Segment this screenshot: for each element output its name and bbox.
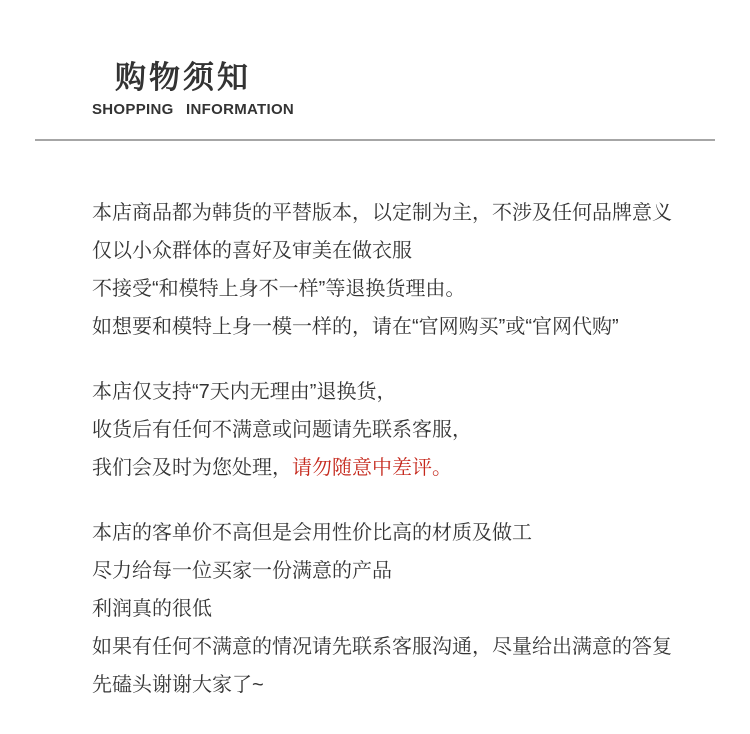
notice-line: 本店仅支持“7天内无理由”退换货， — [92, 381, 397, 403]
warning-text: 请勿随意中差评。 — [292, 457, 452, 479]
notice-line: 本店商品都为韩货的平替版本，以定制为主，不涉及任何品牌意义 — [92, 202, 672, 224]
notice-line: 本店的客单价不高但是会用性价比高的材质及做工 — [92, 522, 532, 544]
notice-line: 不接受“和模特上身不一样”等退换货理由。 — [92, 278, 466, 300]
page-subtitle: SHOPPING INFORMATION — [92, 101, 295, 119]
notice-paragraph-returns — [92, 373, 722, 487]
notice-line — [92, 449, 722, 487]
notice-line: 尽力给每一位买家一份满意的产品 — [92, 560, 392, 582]
notice-paragraph-quality — [92, 514, 722, 704]
notice-line: 收货后有任何不满意或问题请先联系客服， — [92, 419, 472, 441]
notice-line: 先磕头谢谢大家了~ — [92, 674, 264, 696]
notice-paragraph-policy — [92, 194, 722, 346]
page-title: 购物须知 — [115, 60, 251, 95]
divider-line — [35, 139, 715, 141]
notice-body — [92, 194, 722, 731]
page-header — [92, 59, 295, 119]
notice-line: 如果有任何不满意的情况请先联系客服沟通，尽量给出满意的答复 — [92, 636, 672, 658]
notice-line: 如想要和模特上身一模一样的，请在“官网购买”或“官网代购” — [92, 316, 619, 338]
notice-line-prefix: 我们会及时为您处理， — [92, 457, 292, 479]
notice-line: 利润真的很低 — [92, 598, 212, 620]
notice-line: 仅以小众群体的喜好及审美在做衣服 — [92, 240, 412, 262]
